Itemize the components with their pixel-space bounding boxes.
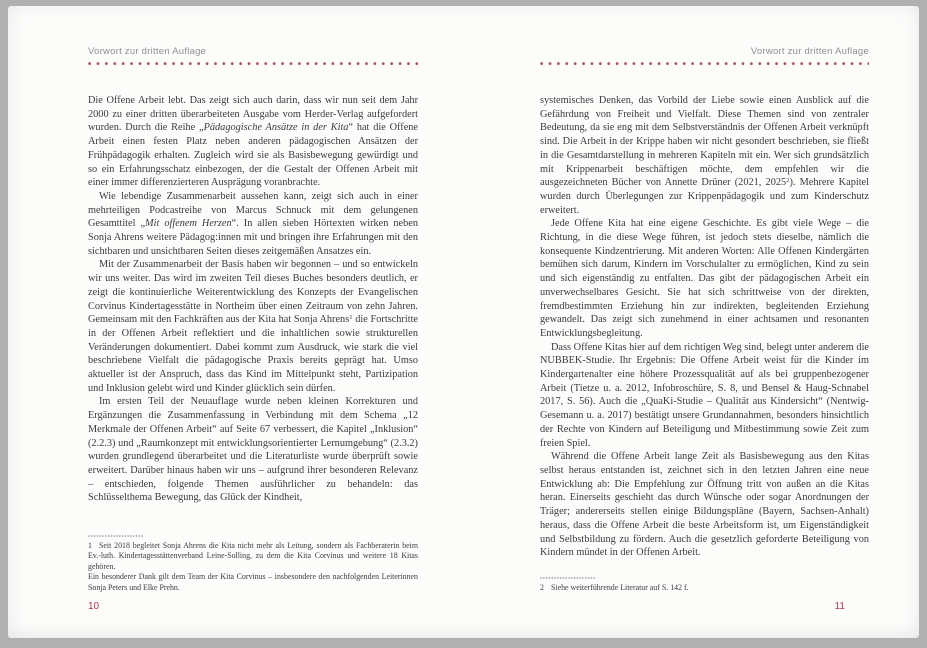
page-number-left: 10	[88, 601, 100, 612]
paragraph: Wie lebendige Zusammenarbeit aussehen kann, zeigt sich auch in einer mehrteiligen Podcastreihe von Marcus Schnuck mit dem gelungenen Gesamttitel „Mit offenem Herzen“. In allen sieben Hörtexten wirken neben Sonja Ahrens weitere Pädagog:innen mit und bringen ihre Erfahrungen mit den sichtbaren und unsichtbaren Seiten dieses zeitgemäßen Ansatzes ein.	[88, 190, 418, 257]
paragraph: systemisches Denken, das Vorbild der Liebe sowie einen Ausblick auf die Gefährdung von Freiheit und Vielfalt. Diese Themen sind von zentraler Bedeutung, da sie eng mit dem Selbstverständnis der Offenen Arbeit verknüpft sind. Die Arbeit in der Krippe haben wir nicht gesondert beschrieben, sie fließt in die Gesamtdarstellung in mehreren Kapiteln mit ein. Wer sich grundsätzlich mit Krippenarbeit beschäftigen möchte, dem empfehlen wir die ausgezeichneten Bücher von Annette Drüner (2021, 2025$^2$). Mehrere Kapitel wurden durch Überlegungen zur Krippenpädagogik und zum Kinderschutz erweitert.	[540, 95, 869, 216]
footnote-text: Seit 2018 begleitet Sonja Ahrens die Kita nicht mehr als Leitung, sondern als Fachberaterin beim Ev.-luth. Kindertagesstättenverband Leine-Solling, zu dem die Kita Corvinus und weitere 18 Kitas gehören.	[88, 541, 418, 571]
running-header-left: Vorwort zur dritten Auflage	[88, 46, 207, 57]
paragraph: Die Offene Arbeit lebt. Das zeigt sich auch darin, dass wir nun seit dem Jahr 2000 zu einer dritten überarbeiteten Ausgabe vom Herder-Verlag aufgefordert wurden. Durch die Reihe „Pädagogische Ansätze in der Kita“ hat die Offene Arbeit einen festen Platz neben anderen pädagogischen Ansätzen der Frühpädagogik erhalten. Zugleich wird sie als Basisbewegung gewürdigt und so ein Erfahrungsschatz einbezogen, der die Gestalt der Offenen Arbeit mit einer immer differenzierteren Ausprägung voranbrachte.	[88, 95, 418, 189]
footnote-text: Ein besonderer Dank gilt dem Team der Kita Corvinus – insbesondere den nachfolgenden Leiterinnen Sonja Peters und Elke Prehn.	[88, 572, 418, 592]
footnote-marker: 2	[540, 583, 544, 592]
right-page	[540, 44, 869, 626]
header-dotted-rule-right	[540, 62, 869, 66]
footnote	[540, 583, 869, 593]
book-pages	[8, 6, 919, 638]
footnote	[88, 541, 418, 572]
footnote-rule-left	[88, 535, 144, 537]
left-page	[88, 44, 418, 626]
paragraph: Im ersten Teil der Neuauflage wurde neben kleinen Korrekturen und Ergänzungen die Zusammenfassung in Verbindung mit dem Schema „12 Merkmale der Offenen Arbeit“ auf Seite 67 verbessert, die Kapitel „Inklusion“ (2.2.3) und „Raumkonzept mit entwicklungsorientierter Lernumgebung“ (2.3.2) wurden grundlegend überarbeitet und die Literaturliste wurde überprüft sowie erweitert. Darüber hinaus haben wir uns – aufgrund ihrer besonderen Relevanz – entschieden, folgende Themen ausführlicher zu behandeln: das Schlüsselthema Bewegung, das Glück der Kindheit,	[88, 396, 418, 504]
footnote-rule-right	[540, 577, 596, 579]
left-page-footnotes	[88, 535, 418, 593]
page-number-right: 11	[834, 601, 845, 612]
paragraph: Mit der Zusammenarbeit der Basis haben wir begonnen – und so entwickeln wir uns weiter. Das wird im zweiten Teil dieses Buches besonders deutlich, er zeigt die kontinuierliche Weiterentwicklung des Konzepts der Evangelischen Corvinus Kindertagesstätte in Northeim über einen Zeitraum von zehn Jahren. Gemeinsam mit den Fachkräften aus der Kita hat Sonja Ahrens$^1$ die Fortschritte in der Offenen Arbeit reflektiert und die inhaltlichen sowie strukturellen Veränderungen dokumentiert. Dabei kommt zum Ausdruck, wie stark die viel beschriebene Vielfalt die pädagogische Praxis bereits geprägt hat. Umso aktueller ist der Anspruch, dass das Kind im Mittelpunkt steht, Partizipation und Inklusion gelebt wird und Kinder glücklich sein dürfen.	[88, 259, 418, 394]
paragraph: Jede Offene Kita hat eine eigene Geschichte. Es gibt viele Wege – die Richtung, in die diese Wege führen, ist jedoch stets dieselbe, nämlich die konsequente Kindzentrierung. Mit anderen Worten: Alle Offenen Kindergärten bemühen sich darum, Kindern im Vorschulalter zu ermöglichen, Kind zu sein und sich eigenständig zu entfalten. Das gibt der pädagogischen Arbeit ein unverwechselbares Gesicht. Sie hat sich schrittweise von der direkten, fremdbestimmten Erziehung hin zur indirekten, begleitenden Erziehung gewandelt. Das zeigt sich zunehmend in einer achtsamen und resonanten Entwicklungsbegleitung.	[540, 218, 869, 339]
right-page-footnotes	[540, 577, 869, 593]
paragraph: Während die Offene Arbeit lange Zeit als Basisbewegung aus den Kitas selbst heraus entstanden ist, zeichnet sich in den letzten Jahren eine neue Entwicklung ab: Die Empfehlung zur Öffnung tritt von außen an die Kitas heran. Einerseits geschieht das durch Wünsche oder sogar Anordnungen der Träger; andererseits stellen einige Bildungspläne (Bayern, Sachsen-Anhalt) heraus, dass die Offene Arbeit die beste Arbeitsform ist, um Eigenständigkeit und Selbstbildung zu fördern. Auch die gesetzlich geforderte Beteiligung von Kindern mündet in der Offenen Arbeit.	[540, 451, 869, 559]
paragraph: Dass Offene Kitas hier auf dem richtigen Weg sind, belegt unter anderem die NUBBEK-Studie. Ihr Ergebnis: Die Offene Arbeit weist für die Kinder im Kindergartenalter eine höhere Prozessqualität auf als bei gruppenbezogener Arbeit (Tietze u. a. 2012, Infobroschüre, S. 8, und Bensel & Haug-Schnabel 2017, S. 56). Auch die „QuaKi-Studie – Qualität aus Kindersicht“ (Nentwig-Gesemann u. a. 2017) bestätigt unsere Grundannahmen, besonders hinsichtlich der Rechte von Kindern auf Beteiligung und Mitbestimmung sowie Zeit zum freien Spiel.	[540, 341, 869, 449]
right-page-body	[540, 94, 869, 560]
running-header-right: Vorwort zur dritten Auflage	[750, 46, 869, 57]
footnote	[88, 572, 418, 593]
left-page-body	[88, 94, 418, 505]
header-dotted-rule-left	[88, 62, 418, 66]
footnote-text: Siehe weiterführende Literatur auf S. 142 f.	[551, 583, 689, 592]
footnote-marker: 1	[88, 541, 92, 550]
